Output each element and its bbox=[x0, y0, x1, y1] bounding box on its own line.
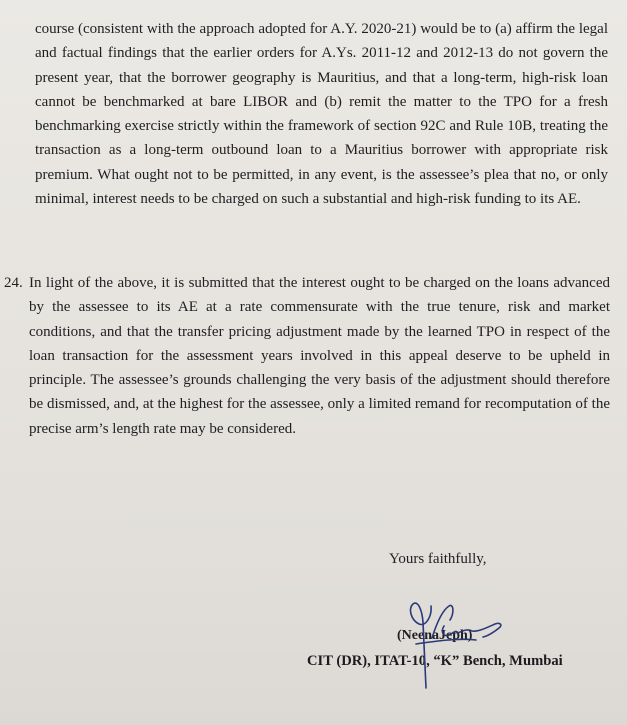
signatory-name: (NeenaJeph) bbox=[397, 628, 473, 643]
paragraph-number: 24. bbox=[4, 275, 23, 291]
closing-salutation: Yours faithfully, bbox=[389, 551, 487, 567]
continued-paragraph: course (consistent with the approach adopted for A.Y. 2020-21) would be to (a) affirm the legal and factual findings that the earlier orders for A.Ys. 2011-12 and 2012-13 do not govern the present year, that the borrower geography is Mauritius, and that a long-term, high-risk loan cannot be benchmarked at bare LIBOR and (b) remit the matter to the TPO for a fresh benchmarking exercise strictly within the framework of section 92C and Rule 10B, treating the transaction as a long-term outbound loan to a Mauritius borrower with appropriate risk premium. What ought not to be permitted, in any event, is the assessee’s plea that no, or only minimal, interest needs to be charged on such a substantial and high-risk funding to its AE. bbox=[35, 21, 608, 208]
signatory-designation: CIT (DR), ITAT-10, “K” Bench, Mumbai bbox=[307, 653, 563, 669]
paragraph-24-text: In light of the above, it is submitted that the interest ought to be charged on the loans advanced by the assessee to its AE at a rate commensurate with the true tenure, risk and market conditions, and that the transfer pricing adjustment made by the learned TPO in respect of the loan transaction for the assessment years involved in this appeal deserve to be upheld in principle. The assessee’s grounds challenging the very basis of the adjustment should therefore be dismissed, and, at the highest for the assessee, only a limited remand for recomputation of the precise arm’s length rate may be considered. bbox=[29, 275, 610, 437]
handwritten-signature bbox=[396, 586, 516, 696]
